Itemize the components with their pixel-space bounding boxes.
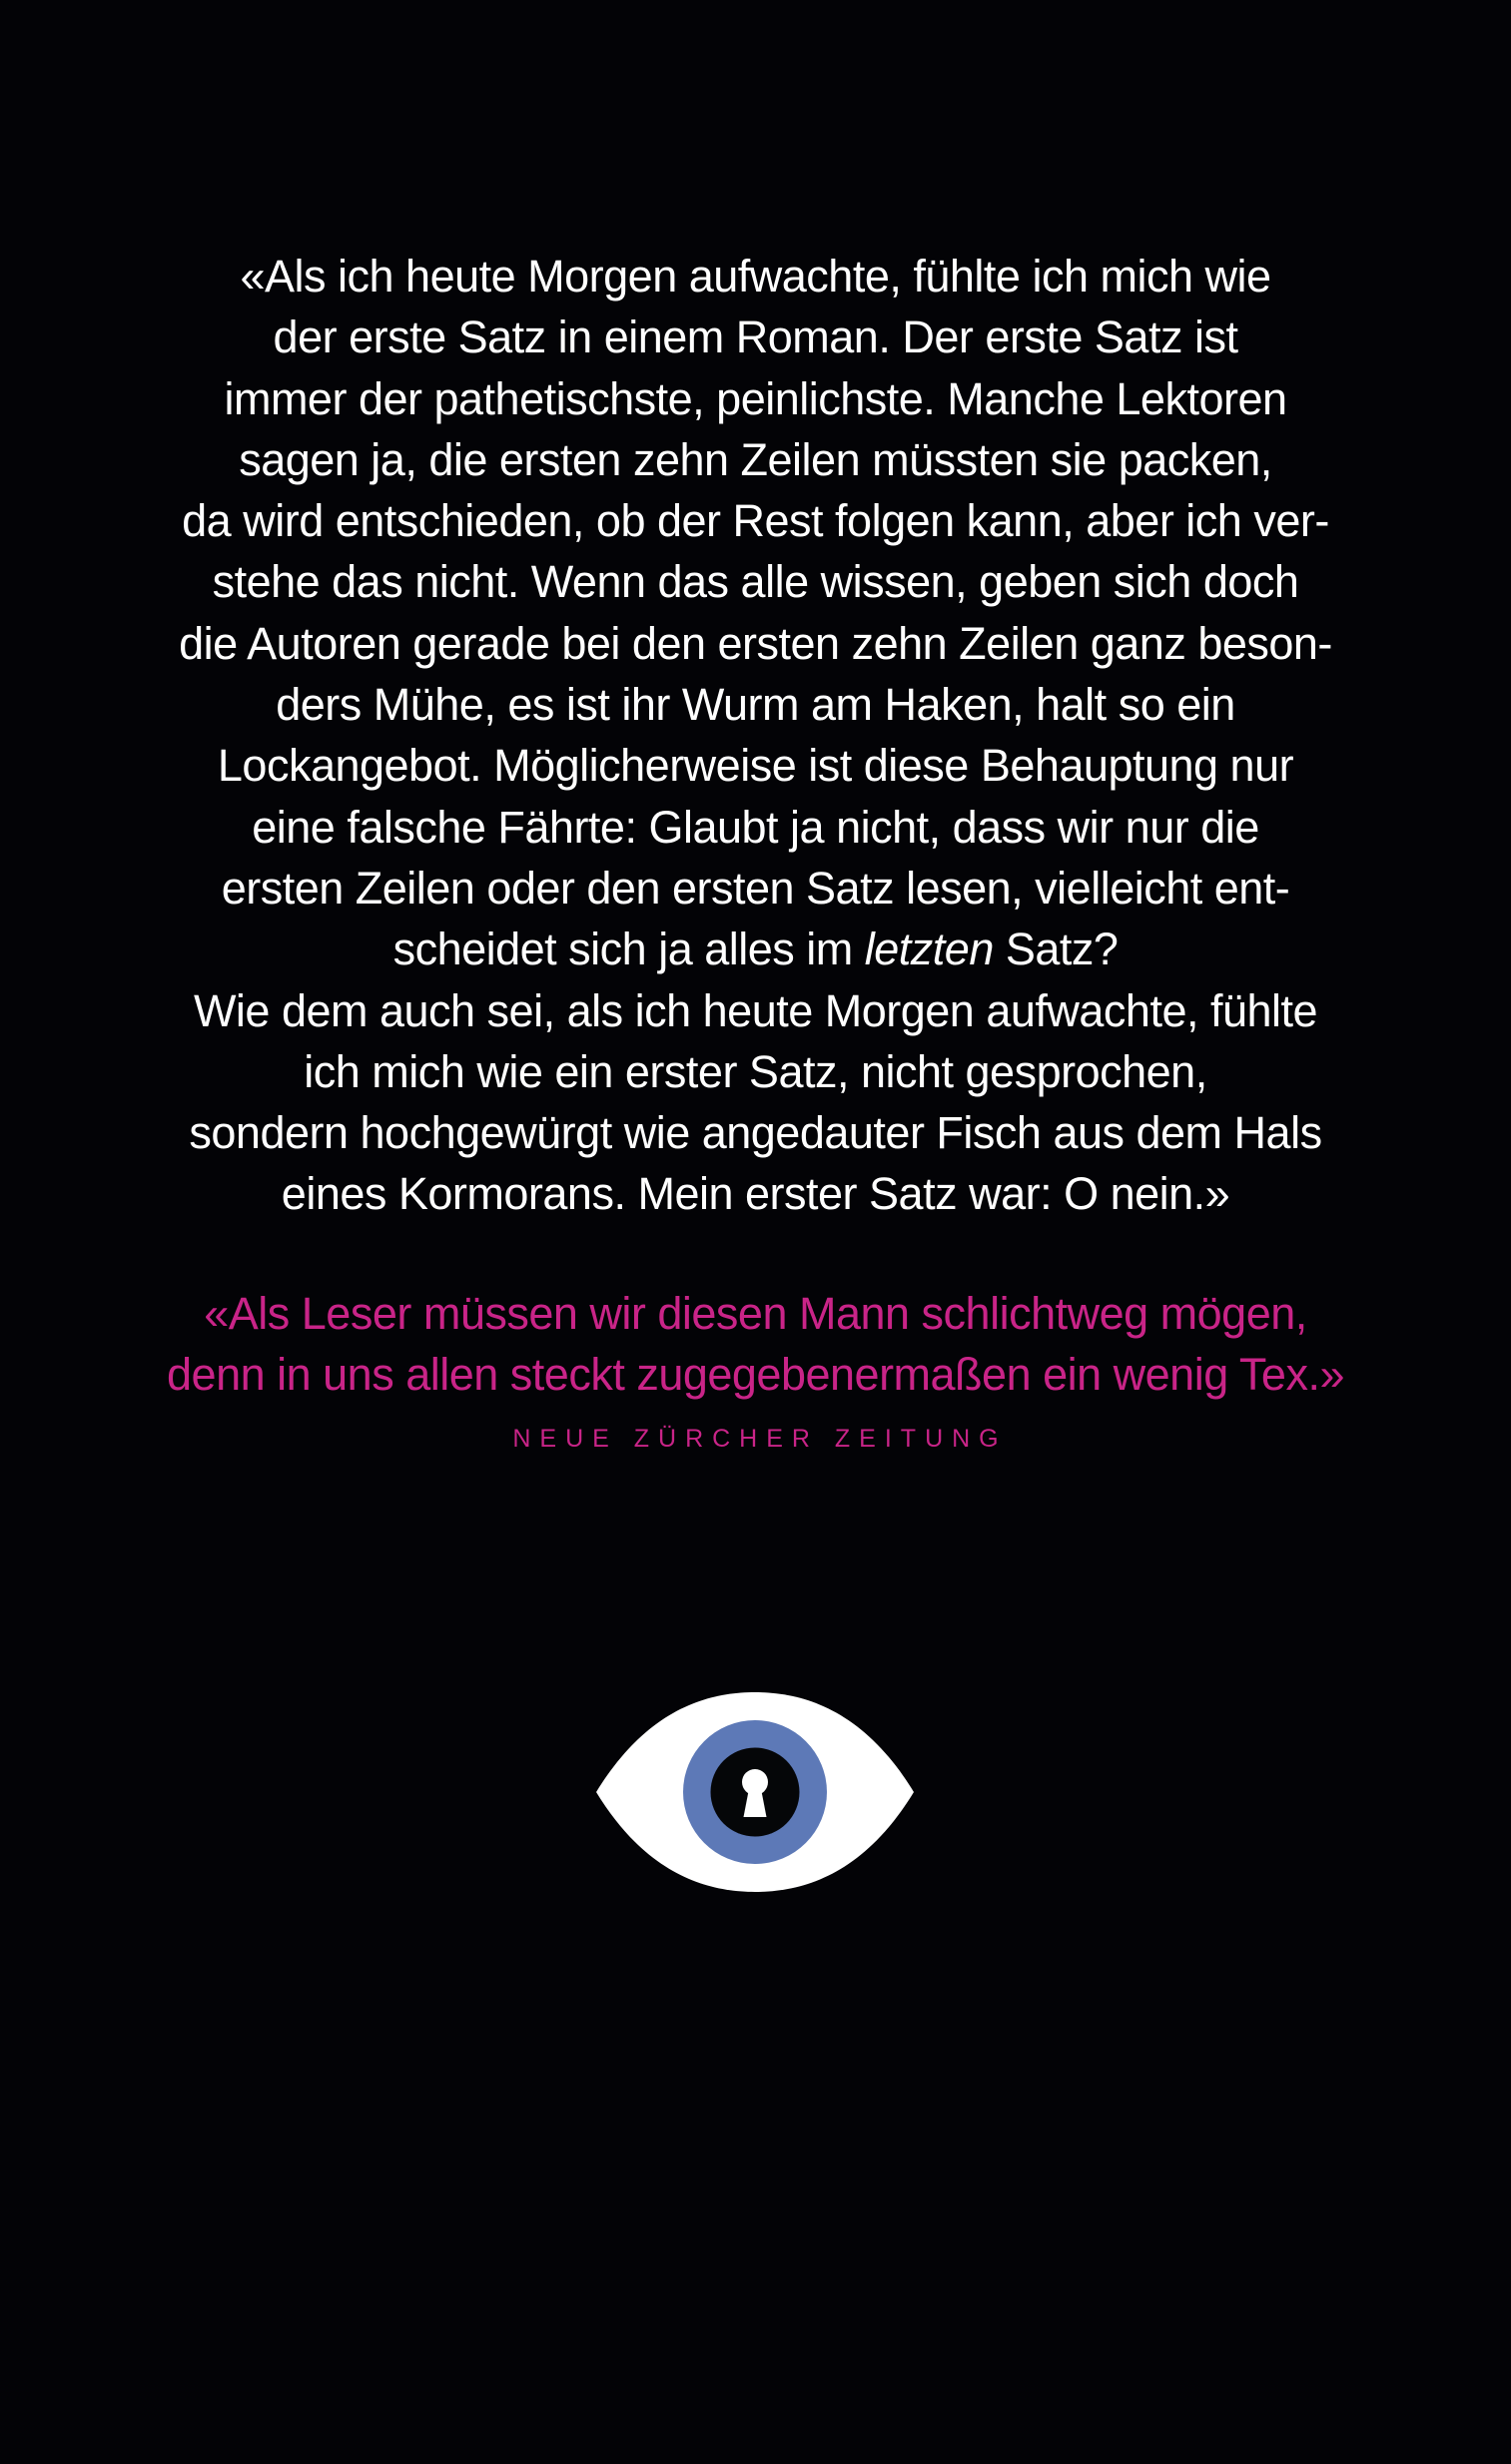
quote-line: sondern hochgewürgt wie angedauter Fisch aus dem Hals xyxy=(189,1107,1322,1159)
quote-line: ich mich wie ein erster Satz, nicht gesprochen, xyxy=(304,1045,1207,1097)
quote-line: sagen ja, die ersten zehn Zeilen müssten sie packen, xyxy=(239,433,1272,485)
quote-line: «Als ich heute Morgen aufwachte, fühlte ich mich wie xyxy=(240,251,1271,302)
quote-line: Lockangebot. Möglicherweise ist diese Behauptung nur xyxy=(217,740,1294,792)
quote-line: die Autoren gerade bei den ersten zehn Zeilen ganz beson- xyxy=(179,617,1332,669)
eye-keyhole-icon xyxy=(594,1690,916,1894)
quote-line: da wird entschieden, ob der Rest folgen kann, aber ich ver- xyxy=(182,495,1329,547)
press-quote-line: denn in uns allen steckt zugegebenermaßen ein wenig Tex.» xyxy=(167,1349,1344,1401)
italic-word: letzten xyxy=(864,924,994,975)
press-quote-line: «Als Leser müssen wir diesen Mann schlichtweg mögen, xyxy=(204,1288,1307,1339)
press-quote xyxy=(0,1283,1511,1457)
publisher-logo xyxy=(594,1690,916,1894)
main-quote xyxy=(0,246,1511,1225)
quote-line: immer der pathetischste, peinlichste. Manche Lektoren xyxy=(224,372,1287,424)
quote-line: ders Mühe, es ist ihr Wurm am Haken, halt so ein xyxy=(276,679,1235,731)
italic-line-post: Satz? xyxy=(993,924,1119,975)
italic-line-pre: scheidet sich ja alles im xyxy=(392,924,865,975)
quote-line: der erste Satz in einem Roman. Der erste Satz ist xyxy=(273,311,1238,363)
quote-line-with-italic xyxy=(0,919,1511,979)
quote-line: ersten Zeilen oder den ersten Satz lesen, vielleicht ent- xyxy=(221,862,1290,914)
quote-line: eine falsche Fährte: Glaubt ja nicht, dass wir nur die xyxy=(252,801,1259,853)
quote-line: eines Kormorans. Mein erster Satz war: O nein.» xyxy=(281,1168,1230,1220)
quote-line: stehe das nicht. Wenn das alle wissen, geben sich doch xyxy=(212,556,1299,608)
press-source: NEUE ZÜRCHER ZEITUNG xyxy=(512,1424,1008,1453)
quote-line: Wie dem auch sei, als ich heute Morgen aufwachte, fühlte xyxy=(193,984,1318,1036)
